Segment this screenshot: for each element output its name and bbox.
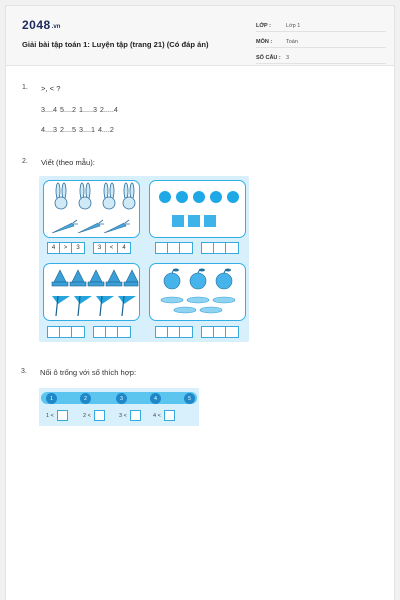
answer-cell[interactable] (202, 327, 214, 337)
answer-cell[interactable] (168, 243, 180, 253)
plate-shape (174, 307, 196, 313)
sample-answer-right (93, 242, 131, 254)
carrot-icon (78, 220, 104, 233)
rabbits-carrots-drawing (44, 181, 140, 238)
document-header (6, 6, 394, 66)
answer-cell: 4 (48, 243, 60, 253)
q2-number: 2. (22, 158, 28, 165)
meta-count-label: SỐ CÂU : (256, 55, 281, 61)
panel-boats-flags (43, 263, 140, 321)
q3-title: Nối ô trống với số thích hợp: (40, 368, 137, 377)
panel-rabbits-carrots (43, 180, 140, 238)
meta-grade-value: Lớp 1 (286, 23, 301, 29)
answer-cell[interactable] (180, 243, 192, 253)
answer-row-top (47, 242, 139, 254)
answer-cell: 3 (94, 243, 106, 253)
rabbit-icon (103, 183, 115, 209)
rabbit-icon (79, 183, 91, 209)
empty-answer[interactable] (155, 326, 193, 338)
answer-cell: 3 (76, 245, 80, 251)
answer-cell[interactable] (226, 327, 238, 337)
boat-icon (106, 270, 122, 286)
q1-line-2: 4....3 2....5 3....1 4....2 (41, 125, 114, 134)
compare-label: 4 < (153, 412, 161, 419)
boat-icon (70, 270, 86, 286)
logo-number: 2048 (22, 18, 51, 32)
compare-label: 2 < (83, 412, 91, 419)
carrot-icon (104, 220, 130, 233)
meta-grade-label: LỚP : (256, 23, 271, 29)
empty-answer[interactable] (201, 242, 239, 254)
q1-title: >, < ? (41, 84, 61, 93)
apple-icon (216, 269, 232, 290)
page-title: Giải bài tập toán 1: Luyện tập (trang 21) (Có đáp án) (22, 40, 209, 49)
answer-cell: < (106, 243, 118, 253)
compare-label: 1 < (46, 412, 54, 419)
compare-slot (83, 410, 105, 421)
answer-cell: 4 (122, 245, 126, 251)
circle-shape (176, 191, 188, 203)
answer-cell[interactable] (202, 243, 214, 253)
empty-answer[interactable] (201, 326, 239, 338)
q2-title: Viết (theo mẫu): (41, 158, 95, 167)
answer-cell[interactable] (94, 327, 106, 337)
compare-label: 3 < (119, 412, 127, 419)
circle-shape (159, 191, 171, 203)
answer-cell[interactable] (60, 327, 72, 337)
boat-icon (52, 270, 68, 286)
meta-subject-label: MÔN : (256, 39, 273, 45)
site-logo[interactable] (22, 18, 60, 32)
answer-row-top-right (155, 242, 247, 254)
plate-shape (213, 297, 235, 303)
answer-cell[interactable] (156, 327, 168, 337)
empty-answer[interactable] (155, 242, 193, 254)
plate-shape (161, 297, 183, 303)
meta-count-value: 3 (286, 55, 290, 61)
answer-cell[interactable] (118, 327, 130, 337)
flag-icon (52, 296, 70, 316)
q1-number: 1. (22, 84, 28, 91)
plate-shape (200, 307, 222, 313)
compare-slot (119, 410, 141, 421)
square-shape (204, 215, 216, 227)
compare-slot (46, 410, 68, 421)
q1-line-1: 3....4 5....2 1.....3 2.....4 (41, 105, 118, 114)
apples-plates-drawing (150, 264, 246, 321)
number-dot[interactable]: 3 (116, 393, 127, 404)
empty-answer[interactable] (47, 326, 85, 338)
answer-cell[interactable] (72, 327, 84, 337)
boats-flags-drawing (44, 264, 140, 321)
answer-cell: > (60, 243, 72, 253)
q3-connect-image (39, 388, 199, 426)
circle-shape (193, 191, 205, 203)
q2-exercise-image (39, 176, 249, 342)
meta-count (256, 50, 386, 64)
answer-cell[interactable] (106, 327, 118, 337)
sample-answer-left (47, 242, 85, 254)
boat-icon (88, 270, 104, 286)
panel-circles-squares (149, 180, 246, 238)
empty-box[interactable] (94, 410, 105, 421)
circle-shape (210, 191, 222, 203)
answer-cell[interactable] (214, 327, 226, 337)
empty-box[interactable] (57, 410, 68, 421)
empty-box[interactable] (130, 410, 141, 421)
rabbit-icon (123, 183, 135, 209)
meta-subject-value: Toán (286, 39, 298, 45)
answer-row-bottom (47, 326, 139, 338)
answer-row-bottom-right (155, 326, 247, 338)
number-dot[interactable]: 5 (184, 393, 195, 404)
logo-suffix: .vn (51, 24, 61, 30)
apple-icon (164, 269, 180, 290)
number-dot[interactable]: 2 (80, 393, 91, 404)
answer-cell[interactable] (156, 243, 168, 253)
number-dot[interactable]: 4 (150, 393, 161, 404)
square-shape (188, 215, 200, 227)
number-dot[interactable]: 1 (46, 393, 57, 404)
plate-shape (187, 297, 209, 303)
rabbit-icon (55, 183, 67, 209)
circle-shape (227, 191, 239, 203)
answer-cell[interactable] (168, 327, 180, 337)
answer-cell[interactable] (226, 243, 238, 253)
meta-grade (256, 18, 386, 32)
flag-icon (96, 296, 114, 316)
answer-cell[interactable] (48, 327, 60, 337)
compare-slot (153, 410, 175, 421)
boat-icon (124, 270, 138, 286)
answer-cell[interactable] (180, 327, 192, 337)
square-shape (172, 215, 184, 227)
panel-apples-plates (149, 263, 246, 321)
meta-subject (256, 34, 386, 48)
carrot-icon (52, 220, 78, 233)
answer-cell[interactable] (214, 243, 226, 253)
empty-box[interactable] (164, 410, 175, 421)
flag-icon (74, 296, 92, 316)
circles-squares-drawing (150, 181, 246, 238)
apple-icon (190, 269, 206, 290)
empty-answer[interactable] (93, 326, 131, 338)
flag-icon (118, 296, 136, 316)
q3-number: 3. (21, 368, 27, 375)
